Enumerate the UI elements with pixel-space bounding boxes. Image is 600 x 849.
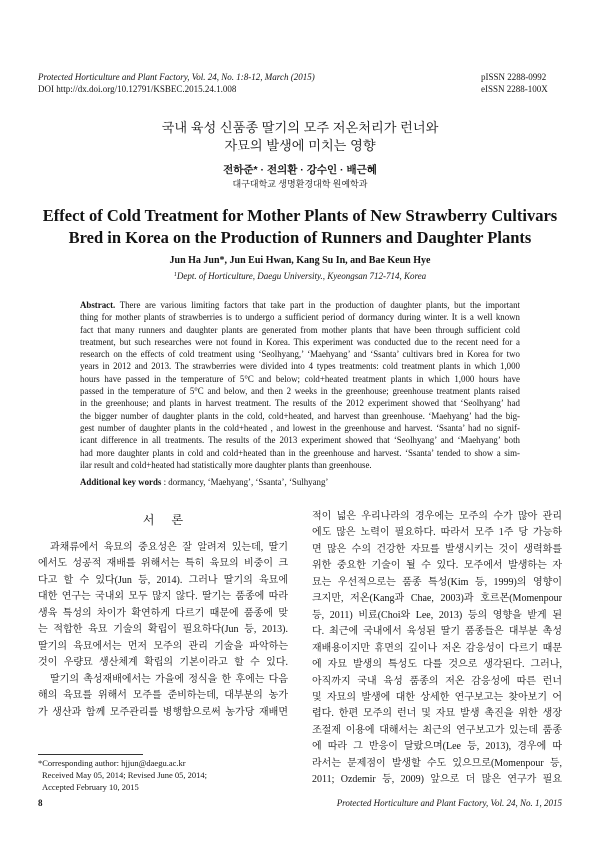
key-words [80, 476, 328, 488]
english-title-line: Effect of Cold Treatment for Mother Plants of New Strawberry Cultivars [42, 206, 558, 225]
english-title-line: Bred in Korea on the Production of Runners and Daughter Plants [68, 228, 532, 247]
abstract-line-text: There are various limiting factors that take part in the production of daughter plants, but the important [119, 300, 520, 310]
body-line: 재배용이지만 휴면의 깊이나 저온 감응성이 다르기 때문 [312, 642, 562, 654]
abstract-line: thing for mother plants of strawberries is to undergo a sufficient period of dormancy during winter. It is a well known [80, 312, 520, 323]
body-line: 해의 육묘를 위해서 모주를 준비하는데, 대부분의 농가 [38, 690, 288, 702]
body-line: 딸기의 육묘에서는 먼저 모주의 관리 기술을 파악하는 [38, 640, 288, 652]
footnote-rule [38, 754, 143, 755]
key-words-text: : dormancy, ‘Maehyang’, ‘Ssanta’, ‘Sulhyang’ [163, 477, 329, 487]
english-title [0, 205, 600, 249]
abstract-line: icant difference in all treatments. The results of the 2013 experiment showed that ‘Seolhyang’ and ‘Maehyang’ both [80, 435, 520, 446]
abstract-line [80, 299, 520, 311]
body-line: 가 생산과 함께 모주관리를 병행함으로써 농가당 재배면 [38, 706, 288, 718]
body-line: 는 적합한 육묘 기술의 확립이 필요하다(Jun 등, 2013). [38, 624, 288, 636]
abstract-line: the bigger number of daughter plants in the cold, cold+heated, and harvest than greenhouse. ‘Maehyang’ had the big- [80, 410, 520, 421]
body-line: 과채류에서 육묘의 중요성은 잘 알려져 있는데, 딸기 [50, 542, 288, 553]
abstract-line: gest number of daughter plants in the cold+heated , and lowest in the greenhouse and harvest. ‘Ssanta’ had no signif- [80, 422, 520, 433]
korean-affiliation: 대구대학교 생명환경대학 원예학과 [232, 179, 368, 189]
abstract-line: research on the effects of cold treatment using ‘Seolhyang,’ ‘Maehyang’ and ‘Ssanta’ cultivars bred in Korea for two [80, 349, 520, 360]
affiliation-text: Dept. of Horticulture, Daegu University., Kyeongsan 712-714, Korea [176, 271, 427, 281]
body-line: 딸기의 촉성재배에서는 가을에 정식을 한 후에는 다음 [50, 673, 288, 685]
corresponding-author: *Corresponding author: hjjun@daegu.ac.kr [38, 758, 186, 768]
abstract-line: fact that many runners and daughter plants are generated from mother plants that have been through sufficient cold [80, 324, 520, 335]
body-line: 적이 넓은 우리나라의 경우에는 모주의 수가 많아 관리 [312, 511, 562, 522]
received-dates: Received May 05, 2014; Revised June 05, 2014; [42, 770, 208, 780]
body-line: 위한 중요한 기술이 될 수 있다. 모주에서 발생하는 자 [312, 560, 562, 572]
korean-title-line: 자묘의 발생에 미치는 영향 [224, 137, 376, 153]
issn-block [481, 71, 548, 95]
body-column-right [312, 509, 562, 789]
key-words-label: Additional key words [80, 477, 162, 487]
abstract-line: ilar result and cold+heated had statistically more daughter plants than greenhouse. [80, 459, 372, 470]
abstract-line: years in 2012 and 2013. The strawberries were divided into 4 types treatments: cold treatment plants in which 1,000 [80, 361, 520, 372]
abstract-label: Abstract. [80, 300, 116, 310]
body-line: 아직까지 국내 육성 품종의 저온 감응성에 따른 런너 [312, 675, 562, 687]
affiliation-mark: 1 [173, 272, 177, 278]
journal-citation: Protected Horticulture and Plant Factory, Vol. 24, No. 1:8-12, March (2015) [38, 72, 315, 82]
abstract-line: treatment, but such researches were not found in Korea. This experiment was conducted due to the recent need for a [80, 336, 520, 347]
eissn: eISSN 2288-100X [481, 84, 548, 94]
section-heading-introduction: 서 론 [142, 513, 184, 527]
body-line: 대한 연구는 국내외 모두 많지 않다. 딸기는 품종에 따라 [38, 591, 288, 603]
abstract-line: hours have passed in the temperature of 5°C and below; cold+heated treatment plants in which 1,000 hours have [80, 373, 520, 384]
body-line: 생육 특성의 차이가 확연하게 다르기 때문에 품종에 맞 [38, 607, 288, 619]
body-line: 다고 할 수 있다(Jun 등, 2014). 그러나 딸기의 육묘에 [38, 574, 288, 586]
body-line: 렵다. 한편 모주의 런너 및 자묘 발생 촉진을 위한 생장 [312, 708, 562, 720]
abstract [80, 299, 520, 471]
body-line: 에서도 성공적 재배를 위해서는 특히 육묘의 비중이 크 [38, 558, 288, 570]
body-line: 라서는 문제점이 발생할 수도 있으므로(Momenpour 등, [312, 757, 562, 769]
journal-header [38, 71, 315, 95]
english-affiliation [0, 270, 600, 282]
body-line: 에도 많은 노력이 필요하다. 따라서 모주 1주 당 가능하 [312, 527, 562, 539]
body-line: 묘는 우선적으로는 품종 특성(Kim 등, 1999)의 영향이 [312, 576, 562, 588]
doi: DOI http://dx.doi.org/10.12791/KSBEC.2015.24.1.008 [38, 84, 237, 94]
body-line: 조절제 이용에 대해서는 최근의 연구보고가 있는데 품종 [312, 724, 562, 736]
footnote [38, 757, 207, 793]
body-line: 에 자묘 발생의 특성도 다를 것으로 생각된다. 그러나, [312, 659, 562, 671]
korean-authors: 전하준* · 전의환 · 강수인 · 배근혜 [223, 164, 377, 176]
korean-title [0, 119, 600, 154]
body-line: 2011; Ozdemir 등, 2009) 앞으로 더 많은 연구가 필요 [312, 774, 562, 786]
body-line: 크지만, 저온(Kang과 Chae, 2003)과 호르몬(Momenpour [312, 593, 562, 605]
body-line: 에 따라 그 반응이 달랐으며(Lee 등, 2013), 경우에 따 [312, 741, 562, 753]
body-line: 면 많은 수의 건강한 자묘를 발생시키는 것이 생력화를 [312, 543, 562, 555]
body-line: 등, 2011) 비료(Choi와 Lee, 2013) 등의 영향을 받게 된 [312, 609, 562, 621]
body-line: 및 자묘의 발생에 대한 상세한 연구보고는 찾아보기 어 [312, 691, 562, 703]
abstract-line: had more daughter plants in cold and cold+heated than in the greenhouse and harvest. ‘Ssanta’ tended to show a sim- [80, 447, 520, 458]
body-line: 것이 우량묘 생산체계 확립의 기본이라고 할 수 있다. [38, 657, 288, 669]
body-line: 다. 최근에 국내에서 육성된 딸기 품종들은 대부분 촉성 [312, 626, 562, 638]
abstract-line: in the greenhouse; and plants in harvest treatment. The results of the 2012 experiment showed that ‘Seolhyang’ had [80, 398, 520, 409]
korean-title-line: 국내 육성 신품종 딸기의 모주 저온처리가 런너와 [161, 120, 439, 135]
footer-journal: Protected Horticulture and Plant Factory, Vol. 24, No. 1, 2015 [336, 798, 562, 808]
english-authors: Jun Ha Jun*, Jun Eui Hwan, Kang Su In, and Bae Keun Hye [169, 255, 431, 266]
body-column-left [38, 540, 288, 721]
abstract-line: passed in the temperature of 5°C and below, and then 2 weeks in the greenhouse; greenhouse treatment plants raised [80, 386, 520, 397]
accepted-date: Accepted February 10, 2015 [42, 782, 139, 792]
page-number: 8 [38, 798, 43, 808]
pissn: pISSN 2288-0992 [481, 72, 547, 82]
